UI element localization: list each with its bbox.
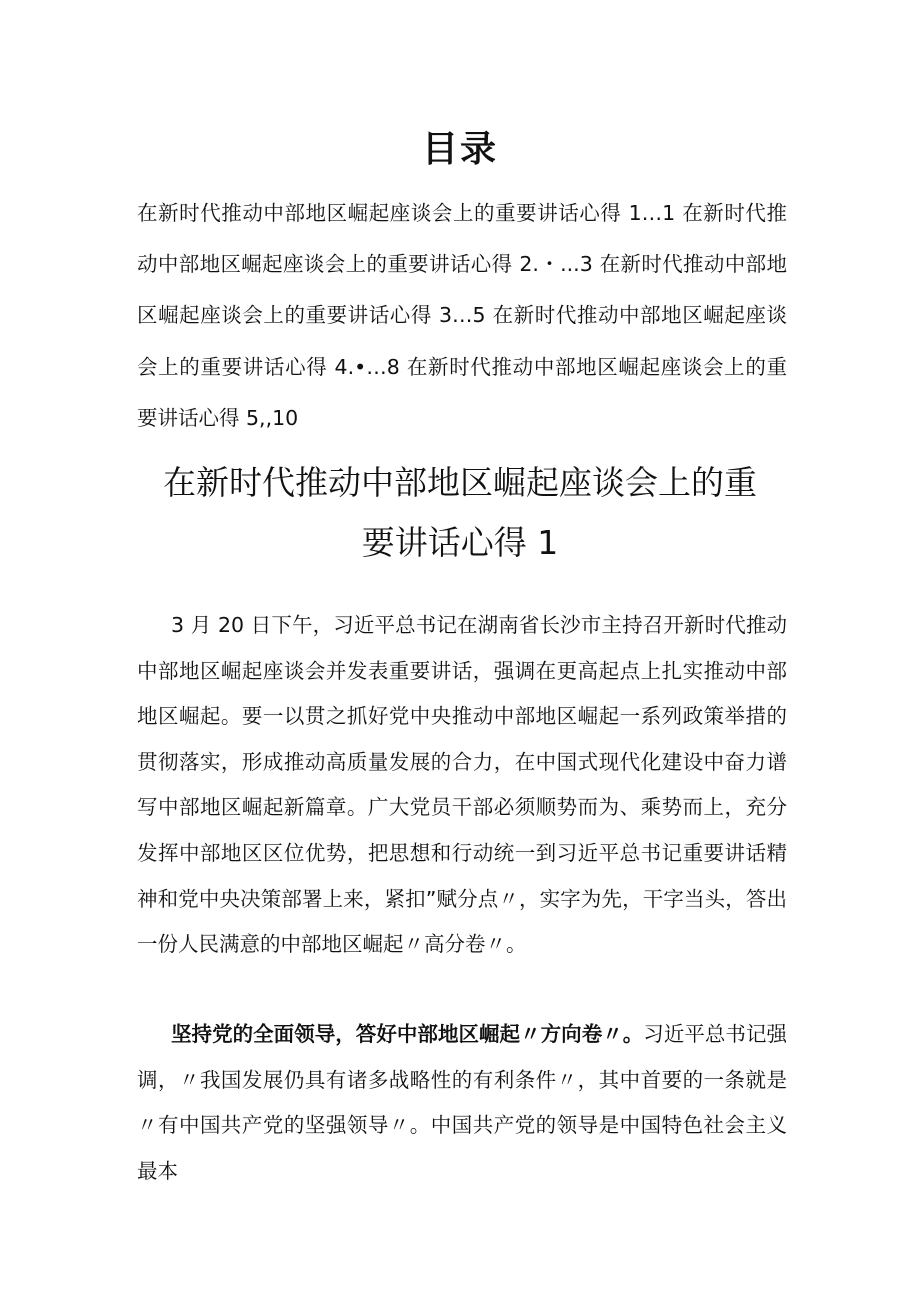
article-title-line-1: 在新时代推动中部地区崛起座谈会上的重 (163, 463, 757, 502)
paragraph-2 (137, 1012, 787, 1194)
article-title (0, 453, 920, 573)
toc-entries: 在新时代推动中部地区崛起座谈会上的重要讲话心得 1…1 在新时代推动中部地区崛起座谈会上的重要讲话心得 2.・...3 在新时代推动中部地区崛起座谈会上的重要讲话心得 3…5 在新时代推动中部地区崛起座谈会上的重要讲话心得 4.•…8 在新时代推动中部地区崛起座谈会上的重要讲话心得 5,,10 (137, 201, 787, 430)
paragraph-2-body: 习近平总书记强调，〃我国发展仍具有诸多战略性的有利条件〃，其中首要的一条就是〃有中国共产党的坚强领导〃。中国共产党的领导是中国特色社会主义最本 (137, 1022, 788, 1183)
article-title-line-2: 要讲话心得 1 (361, 523, 559, 562)
paragraph-2-bold-lead: 坚持党的全面领导，答好中部地区崛起〃方向卷〃。 (171, 1022, 644, 1046)
toc-heading: 目录 (421, 129, 498, 170)
paragraph-1: 3 月 20 日下午，习近平总书记在湖南省长沙市主持召开新时代推动中部地区崛起座谈会并发表重要讲话，强调在更高起点上扎实推动中部地区崛起。要一以贯之抓好党中央推动中部地区崛起一系列政策举措的贯彻落实，形成推动高质量发展的合力，在中国式现代化建设中奋力谱写中部地区崛起新篇章。广大党员干部必须顺势而为、乘势而上，充分发挥中部地区区位优势，把思想和行动统一到习近平总书记重要讲话精神和党中央决策部署上来，紧扣”赋分点〃，实字为先，干字当头，答出一份人民满意的中部地区崛起〃高分卷〃。 (137, 613, 787, 957)
